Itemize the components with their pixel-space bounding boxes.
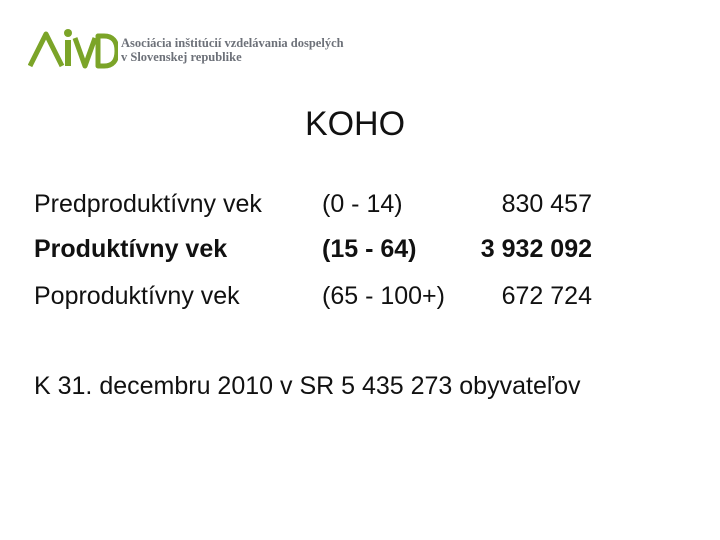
age-group-label: Predproduktívny vek: [34, 190, 262, 218]
logo-text-line2: v Slovenskej republike: [121, 50, 242, 64]
population-value: 672 724: [501, 282, 592, 310]
age-group-row: [0, 276, 720, 316]
age-range: (65 - 100+): [322, 282, 445, 310]
age-group-row: [0, 229, 720, 269]
organization-logo: [28, 26, 378, 70]
total-population-note: K 31. decembru 2010 v SR 5 435 273 obyvateľov: [34, 372, 581, 400]
age-group-label: Produktívny vek: [34, 235, 228, 263]
age-group-label: Poproduktívny vek: [34, 282, 240, 310]
age-group-row: [0, 184, 720, 224]
age-range: (0 - 14): [322, 190, 403, 218]
logo-text-line1: Asociácia inštitúcií vzdelávania dospelých: [121, 36, 344, 50]
logo-text: [121, 36, 344, 64]
age-range: (15 - 64): [322, 235, 417, 263]
population-value: 830 457: [501, 190, 592, 218]
population-value: 3 932 092: [480, 235, 592, 263]
slide-title: KOHO: [304, 105, 406, 143]
aivd-logo-icon: [28, 26, 118, 70]
